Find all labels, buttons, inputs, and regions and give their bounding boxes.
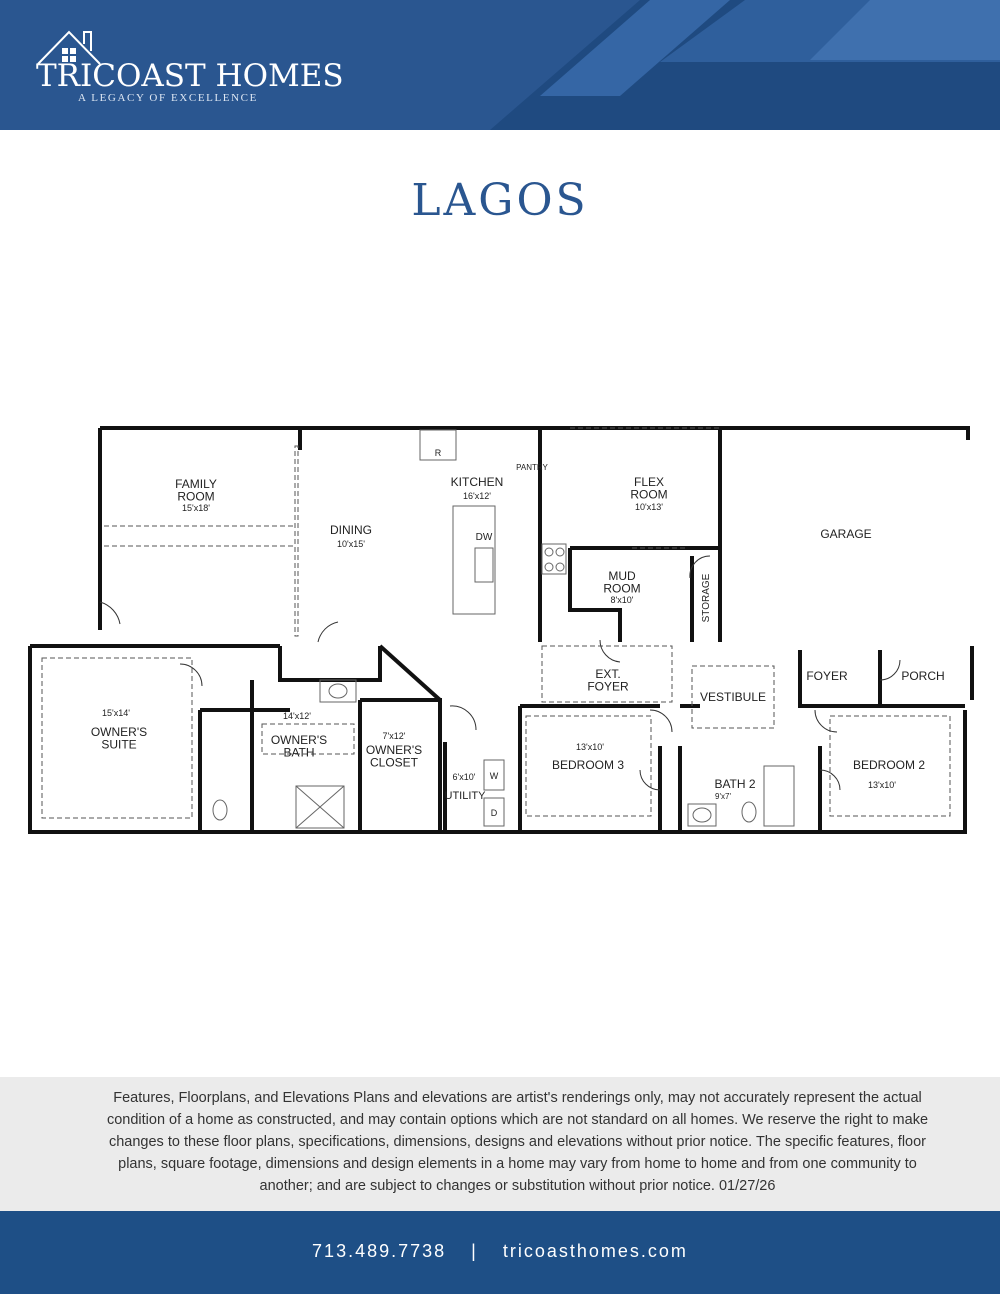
footer-phone[interactable]: 713.489.7738: [312, 1241, 447, 1261]
header-banner: [0, 0, 1000, 130]
room-foyer-name: FOYER: [806, 669, 848, 683]
room-owners-suite-dims: 15'x14': [102, 708, 130, 718]
room-porch-name: PORCH: [901, 669, 945, 683]
footer-separator: |: [471, 1241, 478, 1261]
dryer-label: D: [490, 808, 498, 818]
brand-tagline: A LEGACY OF EXCELLENCE: [78, 92, 258, 104]
room-kitchen-name: KITCHEN: [450, 475, 504, 489]
room-bath2-name: BATH 2: [714, 777, 756, 791]
room-flex-name: FLEX ROOM: [630, 475, 668, 502]
room-mud-dims: 8'x10': [610, 595, 634, 605]
brand-logo: [36, 22, 344, 112]
room-bedroom3-name: BEDROOM 3: [551, 758, 625, 772]
plan-title: LAGOS: [411, 175, 589, 226]
refrigerator-label: R: [434, 448, 442, 458]
room-dining-dims: 10'x15': [337, 539, 365, 549]
room-garage-name: GARAGE: [820, 527, 872, 541]
room-family-dims: 15'x18': [182, 503, 210, 513]
room-kitchen-dims: 16'x12': [463, 491, 491, 501]
room-vestibule-name: VESTIBULE: [699, 690, 767, 704]
room-owners-closet-dims: 7'x12': [382, 731, 406, 741]
room-bedroom2-dims: 13'x10': [868, 780, 896, 790]
footer-website[interactable]: tricoasthomes.com: [502, 1241, 688, 1261]
room-family-name: FAMILY ROOM: [175, 477, 217, 504]
footer-contact: [0, 1241, 1000, 1262]
room-owners-suite-name: OWNER'S SUITE: [90, 725, 148, 752]
disclaimer-panel: [0, 1077, 1000, 1211]
room-utility-dims: 6'x10': [452, 772, 476, 782]
room-mud-name: MUD ROOM: [603, 569, 641, 596]
footer-bar: [0, 1211, 1000, 1294]
room-bedroom2-name: BEDROOM 2: [852, 758, 926, 772]
disclaimer-text: Features, Floorplans, and Elevations Plans and elevations are artist's renderings only, may not accurately represent the actual condition of a home as constructed, and may contain options which are not standard on all homes. We reserve the right to make changes to these floor plans, specifications, dimensions, designs and elevations without prior notice. The specific features, floor plans, square footage, dimensions and design elements in a home may vary from home to home and from one community to another; and are subject to changes or substitution without prior notice. 01/27/26: [106, 1090, 929, 1194]
brand-name: TRICOAST HOMES: [36, 58, 344, 94]
room-bedroom3-dims: 13'x10': [576, 742, 604, 752]
room-dining-name: DINING: [330, 523, 372, 537]
room-storage-name: STORAGE: [701, 573, 712, 623]
floor-plan: [20, 410, 980, 850]
room-utility-name: UTILITY: [444, 790, 486, 802]
room-flex-dims: 10'x13': [635, 502, 663, 512]
room-pantry-name: PANTRY: [516, 463, 548, 472]
room-owners-bath-dims: 14'x12': [283, 711, 311, 721]
room-owners-closet-name: OWNER'S CLOSET: [365, 743, 423, 770]
room-owners-bath-name: OWNER'S BATH: [270, 733, 328, 760]
room-ext-foyer-name: EXT. FOYER: [587, 667, 629, 694]
room-bath2-dims: 9'x7': [715, 792, 731, 801]
dishwasher-label: DW: [475, 532, 493, 543]
washer-label: W: [489, 771, 499, 781]
